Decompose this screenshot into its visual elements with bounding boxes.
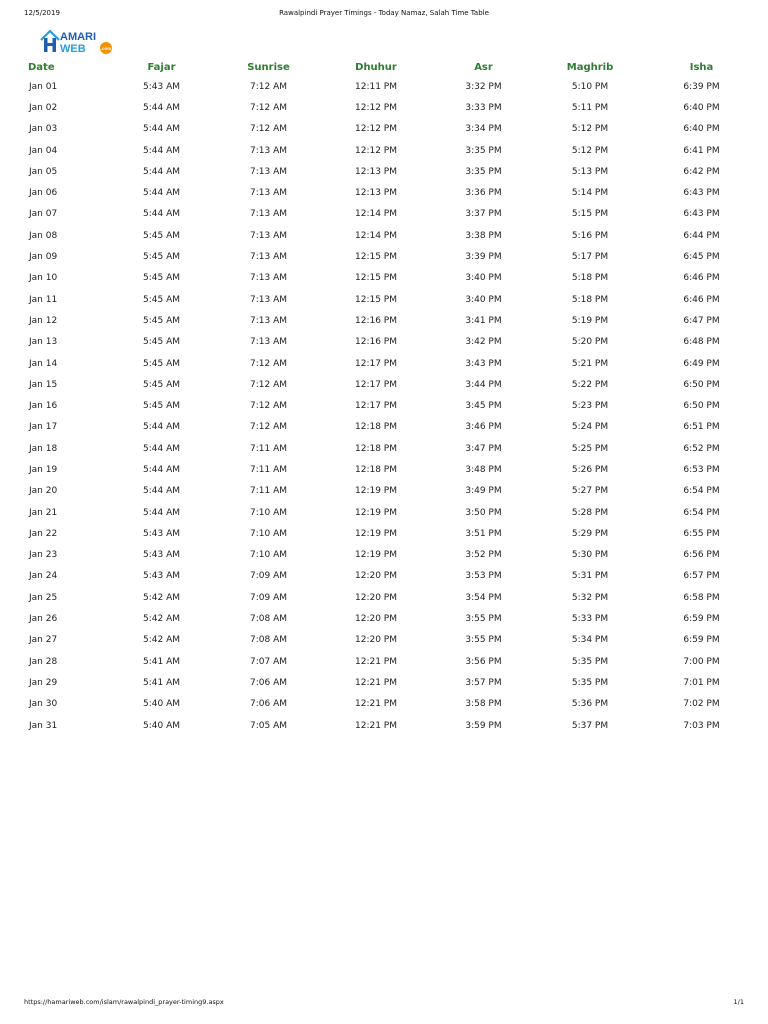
table-row — [8, 268, 760, 289]
cell-dhuhur: 12:18 PM — [355, 422, 397, 433]
cell-asr: 3:44 PM — [465, 379, 502, 390]
cell-fajar: 5:41 AM — [143, 677, 180, 688]
cell-sunrise: 7:13 AM — [250, 145, 287, 156]
cell-sunrise: 7:12 AM — [250, 358, 287, 369]
cell-maghrib: 5:18 PM — [571, 273, 609, 284]
table-row — [8, 502, 760, 523]
table-row — [8, 438, 760, 459]
cell-maghrib: 5:37 PM — [571, 720, 609, 731]
cell-date: Jan 27 — [29, 635, 58, 646]
cell-sunrise: 7:12 AM — [250, 102, 287, 113]
cell-asr: 3:58 PM — [465, 699, 502, 710]
cell-dhuhur: 12:16 PM — [355, 337, 397, 348]
cell-maghrib: 5:35 PM — [571, 656, 609, 667]
cell-fajar: 5:41 AM — [143, 656, 180, 667]
page-number: 1/1 — [733, 998, 744, 1006]
prayer-timings-table — [8, 58, 760, 736]
cell-dhuhur: 12:12 PM — [355, 102, 397, 113]
cell-date: Jan 13 — [29, 337, 58, 348]
cell-dhuhur: 12:11 PM — [355, 81, 397, 92]
cell-fajar: 5:45 AM — [143, 337, 180, 348]
table-row — [8, 651, 760, 672]
cell-fajar: 5:44 AM — [143, 209, 180, 220]
cell-asr: 3:48 PM — [465, 464, 502, 475]
table-row — [8, 694, 760, 715]
cell-maghrib: 5:20 PM — [571, 337, 609, 348]
cell-sunrise: 7:09 AM — [250, 571, 287, 582]
cell-dhuhur: 12:19 PM — [355, 507, 397, 518]
table-row — [8, 374, 760, 395]
cell-fajar: 5:44 AM — [143, 464, 180, 475]
cell-sunrise: 7:13 AM — [250, 273, 287, 284]
cell-sunrise: 7:11 AM — [250, 486, 287, 497]
cell-sunrise: 7:13 AM — [250, 337, 287, 348]
column-header-maghrib: Maghrib — [566, 61, 614, 73]
cell-maghrib: 5:34 PM — [571, 635, 609, 646]
cell-date: Jan 28 — [29, 656, 58, 667]
cell-isha: 6:48 PM — [683, 337, 720, 348]
table-row — [8, 119, 760, 140]
cell-maghrib: 5:12 PM — [571, 124, 609, 135]
cell-maghrib: 5:27 PM — [571, 486, 609, 497]
cell-fajar: 5:45 AM — [143, 230, 180, 241]
cell-date: Jan 05 — [29, 166, 58, 177]
table-row — [8, 204, 760, 225]
cell-isha: 6:39 PM — [683, 81, 720, 92]
table-row — [8, 481, 760, 502]
cell-isha: 6:43 PM — [683, 188, 720, 199]
cell-date: Jan 11 — [29, 294, 58, 305]
cell-asr: 3:59 PM — [465, 720, 502, 731]
column-header-isha: Isha — [689, 61, 714, 73]
cell-maghrib: 5:13 PM — [571, 166, 609, 177]
cell-maghrib: 5:35 PM — [571, 677, 609, 688]
print-footer — [0, 998, 768, 1008]
logo-graphic — [38, 26, 120, 54]
cell-sunrise: 7:12 AM — [250, 379, 287, 390]
cell-fajar: 5:45 AM — [143, 379, 180, 390]
cell-dhuhur: 12:17 PM — [355, 401, 397, 412]
table-row — [8, 395, 760, 416]
cell-fajar: 5:44 AM — [143, 124, 180, 135]
cell-date: Jan 12 — [29, 315, 58, 326]
cell-maghrib: 5:28 PM — [571, 507, 609, 518]
cell-date: Jan 14 — [29, 358, 58, 369]
cell-fajar: 5:45 AM — [143, 273, 180, 284]
table-row — [8, 140, 760, 161]
cell-isha: 6:41 PM — [683, 145, 720, 156]
cell-asr: 3:34 PM — [465, 124, 502, 135]
table-body — [8, 76, 760, 736]
table-row — [8, 545, 760, 566]
cell-asr: 3:54 PM — [465, 592, 502, 603]
cell-isha: 6:49 PM — [683, 358, 720, 369]
cell-isha: 6:43 PM — [683, 209, 720, 220]
cell-date: Jan 24 — [29, 571, 58, 582]
cell-asr: 3:36 PM — [465, 188, 502, 199]
cell-fajar: 5:44 AM — [143, 486, 180, 497]
cell-date: Jan 08 — [29, 230, 58, 241]
cell-dhuhur: 12:19 PM — [355, 528, 397, 539]
table-row — [8, 225, 760, 246]
cell-sunrise: 7:09 AM — [250, 592, 287, 603]
cell-fajar: 5:40 AM — [143, 699, 180, 710]
cell-fajar: 5:44 AM — [143, 102, 180, 113]
cell-date: Jan 25 — [29, 592, 58, 603]
cell-maghrib: 5:24 PM — [571, 422, 609, 433]
cell-dhuhur: 12:20 PM — [355, 571, 397, 582]
cell-isha: 6:59 PM — [683, 635, 720, 646]
cell-date: Jan 26 — [29, 614, 58, 625]
cell-maghrib: 5:33 PM — [571, 614, 609, 625]
cell-asr: 3:32 PM — [465, 81, 502, 92]
table-row — [8, 417, 760, 438]
cell-fajar: 5:44 AM — [143, 507, 180, 518]
cell-fajar: 5:42 AM — [143, 592, 180, 603]
logo-text-line1: AMARI — [60, 31, 97, 43]
cell-sunrise: 7:10 AM — [250, 528, 287, 539]
cell-date: Jan 07 — [29, 209, 58, 220]
cell-dhuhur: 12:17 PM — [355, 379, 397, 390]
cell-fajar: 5:44 AM — [143, 443, 180, 454]
table-row — [8, 246, 760, 267]
cell-maghrib: 5:15 PM — [571, 209, 609, 220]
cell-isha: 7:02 PM — [683, 699, 720, 710]
cell-sunrise: 7:11 AM — [250, 443, 287, 454]
logo-house-icon — [41, 31, 59, 52]
cell-asr: 3:55 PM — [465, 614, 502, 625]
cell-date: Jan 09 — [29, 252, 58, 263]
cell-asr: 3:46 PM — [465, 422, 502, 433]
cell-sunrise: 7:08 AM — [250, 635, 287, 646]
column-header-asr: Asr — [474, 61, 493, 73]
cell-asr: 3:56 PM — [465, 656, 502, 667]
cell-maghrib: 5:36 PM — [571, 699, 609, 710]
cell-isha: 6:47 PM — [683, 315, 720, 326]
cell-isha: 7:03 PM — [683, 720, 720, 731]
hamariweb-logo[interactable] — [38, 26, 120, 54]
cell-fajar: 5:45 AM — [143, 294, 180, 305]
cell-maghrib: 5:23 PM — [571, 401, 609, 412]
cell-sunrise: 7:13 AM — [250, 188, 287, 199]
cell-asr: 3:39 PM — [465, 252, 502, 263]
cell-date: Jan 31 — [29, 720, 58, 731]
cell-isha: 6:40 PM — [683, 102, 720, 113]
table-row — [8, 182, 760, 203]
cell-dhuhur: 12:15 PM — [355, 273, 397, 284]
cell-maghrib: 5:11 PM — [571, 102, 609, 113]
cell-asr: 3:33 PM — [465, 102, 502, 113]
cell-sunrise: 7:12 AM — [250, 401, 287, 412]
page-url: https://hamariweb.com/islam/rawalpindi_prayer-timing9.aspx — [24, 998, 224, 1006]
cell-sunrise: 7:07 AM — [250, 656, 287, 667]
cell-maghrib: 5:14 PM — [571, 188, 609, 199]
cell-date: Jan 23 — [29, 550, 58, 561]
cell-dhuhur: 12:15 PM — [355, 252, 397, 263]
cell-isha: 6:56 PM — [683, 550, 720, 561]
cell-isha: 6:45 PM — [683, 252, 720, 263]
column-header-dhuhur: Dhuhur — [355, 61, 397, 73]
cell-dhuhur: 12:16 PM — [355, 315, 397, 326]
cell-date: Jan 10 — [29, 273, 58, 284]
cell-asr: 3:40 PM — [465, 273, 502, 284]
table-row — [8, 459, 760, 480]
cell-sunrise: 7:12 AM — [250, 422, 287, 433]
cell-sunrise: 7:13 AM — [250, 315, 287, 326]
cell-dhuhur: 12:13 PM — [355, 188, 397, 199]
cell-dhuhur: 12:21 PM — [355, 656, 397, 667]
cell-date: Jan 15 — [29, 379, 58, 390]
table-header-row — [8, 58, 760, 76]
cell-dhuhur: 12:12 PM — [355, 145, 397, 156]
cell-sunrise: 7:12 AM — [250, 81, 287, 92]
cell-asr: 3:43 PM — [465, 358, 502, 369]
cell-maghrib: 5:26 PM — [571, 464, 609, 475]
logo-badge-text: .com — [100, 46, 112, 51]
cell-date: Jan 04 — [29, 145, 58, 156]
cell-asr: 3:50 PM — [465, 507, 502, 518]
cell-fajar: 5:44 AM — [143, 422, 180, 433]
cell-maghrib: 5:32 PM — [571, 592, 609, 603]
cell-asr: 3:53 PM — [465, 571, 502, 582]
print-date: 12/5/2019 — [24, 9, 60, 17]
cell-sunrise: 7:12 AM — [250, 124, 287, 135]
table-row — [8, 608, 760, 629]
cell-isha: 6:57 PM — [683, 571, 720, 582]
cell-asr: 3:55 PM — [465, 635, 502, 646]
table-row — [8, 76, 760, 97]
cell-sunrise: 7:10 AM — [250, 507, 287, 518]
cell-dhuhur: 12:21 PM — [355, 720, 397, 731]
table-row — [8, 161, 760, 182]
cell-date: Jan 30 — [29, 699, 58, 710]
cell-fajar: 5:44 AM — [143, 188, 180, 199]
cell-asr: 3:49 PM — [465, 486, 502, 497]
cell-date: Jan 01 — [29, 81, 58, 92]
table-row — [8, 353, 760, 374]
cell-fajar: 5:44 AM — [143, 166, 180, 177]
table-row — [8, 566, 760, 587]
cell-fajar: 5:42 AM — [143, 614, 180, 625]
cell-isha: 6:58 PM — [683, 592, 720, 603]
cell-isha: 6:53 PM — [683, 464, 720, 475]
cell-asr: 3:52 PM — [465, 550, 502, 561]
table-row — [8, 97, 760, 118]
cell-fajar: 5:43 AM — [143, 571, 180, 582]
cell-sunrise: 7:13 AM — [250, 230, 287, 241]
table-row — [8, 332, 760, 353]
cell-isha: 6:46 PM — [683, 294, 720, 305]
cell-maghrib: 5:10 PM — [571, 81, 609, 92]
logo-text-line2: WEB — [60, 43, 86, 54]
cell-isha: 6:40 PM — [683, 124, 720, 135]
cell-fajar: 5:43 AM — [143, 550, 180, 561]
column-header-fajar: Fajar — [147, 61, 176, 73]
cell-sunrise: 7:05 AM — [250, 720, 287, 731]
cell-isha: 6:42 PM — [683, 166, 720, 177]
cell-fajar: 5:45 AM — [143, 315, 180, 326]
cell-dhuhur: 12:12 PM — [355, 124, 397, 135]
table-row — [8, 672, 760, 693]
cell-dhuhur: 12:20 PM — [355, 635, 397, 646]
cell-dhuhur: 12:14 PM — [355, 230, 397, 241]
cell-maghrib: 5:16 PM — [571, 230, 609, 241]
cell-dhuhur: 12:21 PM — [355, 699, 397, 710]
cell-maghrib: 5:17 PM — [571, 252, 609, 263]
cell-date: Jan 20 — [29, 486, 58, 497]
cell-asr: 3:45 PM — [465, 401, 502, 412]
cell-dhuhur: 12:18 PM — [355, 464, 397, 475]
cell-date: Jan 16 — [29, 401, 58, 412]
cell-fajar: 5:42 AM — [143, 635, 180, 646]
cell-fajar: 5:45 AM — [143, 358, 180, 369]
cell-sunrise: 7:08 AM — [250, 614, 287, 625]
cell-isha: 6:54 PM — [683, 486, 720, 497]
cell-sunrise: 7:13 AM — [250, 294, 287, 305]
cell-maghrib: 5:12 PM — [571, 145, 609, 156]
cell-maghrib: 5:30 PM — [571, 550, 609, 561]
cell-maghrib: 5:31 PM — [571, 571, 609, 582]
cell-isha: 6:54 PM — [683, 507, 720, 518]
cell-sunrise: 7:13 AM — [250, 209, 287, 220]
cell-date: Jan 03 — [29, 124, 58, 135]
table-row — [8, 587, 760, 608]
cell-date: Jan 21 — [29, 507, 58, 518]
cell-maghrib: 5:22 PM — [571, 379, 609, 390]
cell-sunrise: 7:13 AM — [250, 166, 287, 177]
cell-fajar: 5:43 AM — [143, 528, 180, 539]
cell-fajar: 5:44 AM — [143, 145, 180, 156]
cell-asr: 3:51 PM — [465, 528, 502, 539]
cell-fajar: 5:43 AM — [143, 81, 180, 92]
cell-isha: 7:00 PM — [683, 656, 720, 667]
cell-sunrise: 7:06 AM — [250, 699, 287, 710]
cell-asr: 3:47 PM — [465, 443, 502, 454]
cell-fajar: 5:45 AM — [143, 252, 180, 263]
cell-date: Jan 29 — [29, 677, 58, 688]
table-row — [8, 289, 760, 310]
cell-sunrise: 7:06 AM — [250, 677, 287, 688]
document-title: Rawalpindi Prayer Timings - Today Namaz, Salah Time Table — [279, 9, 489, 17]
cell-maghrib: 5:29 PM — [571, 528, 609, 539]
cell-asr: 3:57 PM — [465, 677, 502, 688]
cell-isha: 6:59 PM — [683, 614, 720, 625]
cell-date: Jan 02 — [29, 102, 58, 113]
table-row — [8, 310, 760, 331]
cell-sunrise: 7:13 AM — [250, 252, 287, 263]
cell-isha: 7:01 PM — [683, 677, 720, 688]
cell-date: Jan 17 — [29, 422, 58, 433]
cell-date: Jan 19 — [29, 464, 58, 475]
cell-maghrib: 5:21 PM — [571, 358, 609, 369]
cell-dhuhur: 12:21 PM — [355, 677, 397, 688]
column-header-date: Date — [28, 61, 55, 73]
cell-isha: 6:44 PM — [683, 230, 720, 241]
column-header-sunrise: Sunrise — [247, 61, 290, 73]
table-row — [8, 630, 760, 651]
print-header — [0, 9, 768, 23]
cell-dhuhur: 12:17 PM — [355, 358, 397, 369]
cell-isha: 6:50 PM — [683, 379, 720, 390]
cell-isha: 6:55 PM — [683, 528, 720, 539]
cell-asr: 3:42 PM — [465, 337, 502, 348]
cell-dhuhur: 12:20 PM — [355, 592, 397, 603]
cell-dhuhur: 12:13 PM — [355, 166, 397, 177]
cell-isha: 6:46 PM — [683, 273, 720, 284]
cell-maghrib: 5:19 PM — [571, 315, 609, 326]
cell-dhuhur: 12:18 PM — [355, 443, 397, 454]
cell-asr: 3:41 PM — [465, 315, 502, 326]
table-row — [8, 523, 760, 544]
cell-date: Jan 22 — [29, 528, 58, 539]
cell-dhuhur: 12:14 PM — [355, 209, 397, 220]
cell-asr: 3:35 PM — [465, 166, 502, 177]
cell-date: Jan 18 — [29, 443, 58, 454]
cell-dhuhur: 12:20 PM — [355, 614, 397, 625]
cell-isha: 6:50 PM — [683, 401, 720, 412]
cell-asr: 3:40 PM — [465, 294, 502, 305]
table-row — [8, 715, 760, 736]
cell-sunrise: 7:11 AM — [250, 464, 287, 475]
cell-dhuhur: 12:19 PM — [355, 550, 397, 561]
cell-sunrise: 7:10 AM — [250, 550, 287, 561]
cell-asr: 3:38 PM — [465, 230, 502, 241]
cell-asr: 3:35 PM — [465, 145, 502, 156]
cell-asr: 3:37 PM — [465, 209, 502, 220]
cell-maghrib: 5:18 PM — [571, 294, 609, 305]
cell-isha: 6:51 PM — [683, 422, 720, 433]
cell-isha: 6:52 PM — [683, 443, 720, 454]
cell-dhuhur: 12:19 PM — [355, 486, 397, 497]
cell-date: Jan 06 — [29, 188, 58, 199]
cell-dhuhur: 12:15 PM — [355, 294, 397, 305]
cell-maghrib: 5:25 PM — [571, 443, 609, 454]
cell-fajar: 5:40 AM — [143, 720, 180, 731]
cell-fajar: 5:45 AM — [143, 401, 180, 412]
